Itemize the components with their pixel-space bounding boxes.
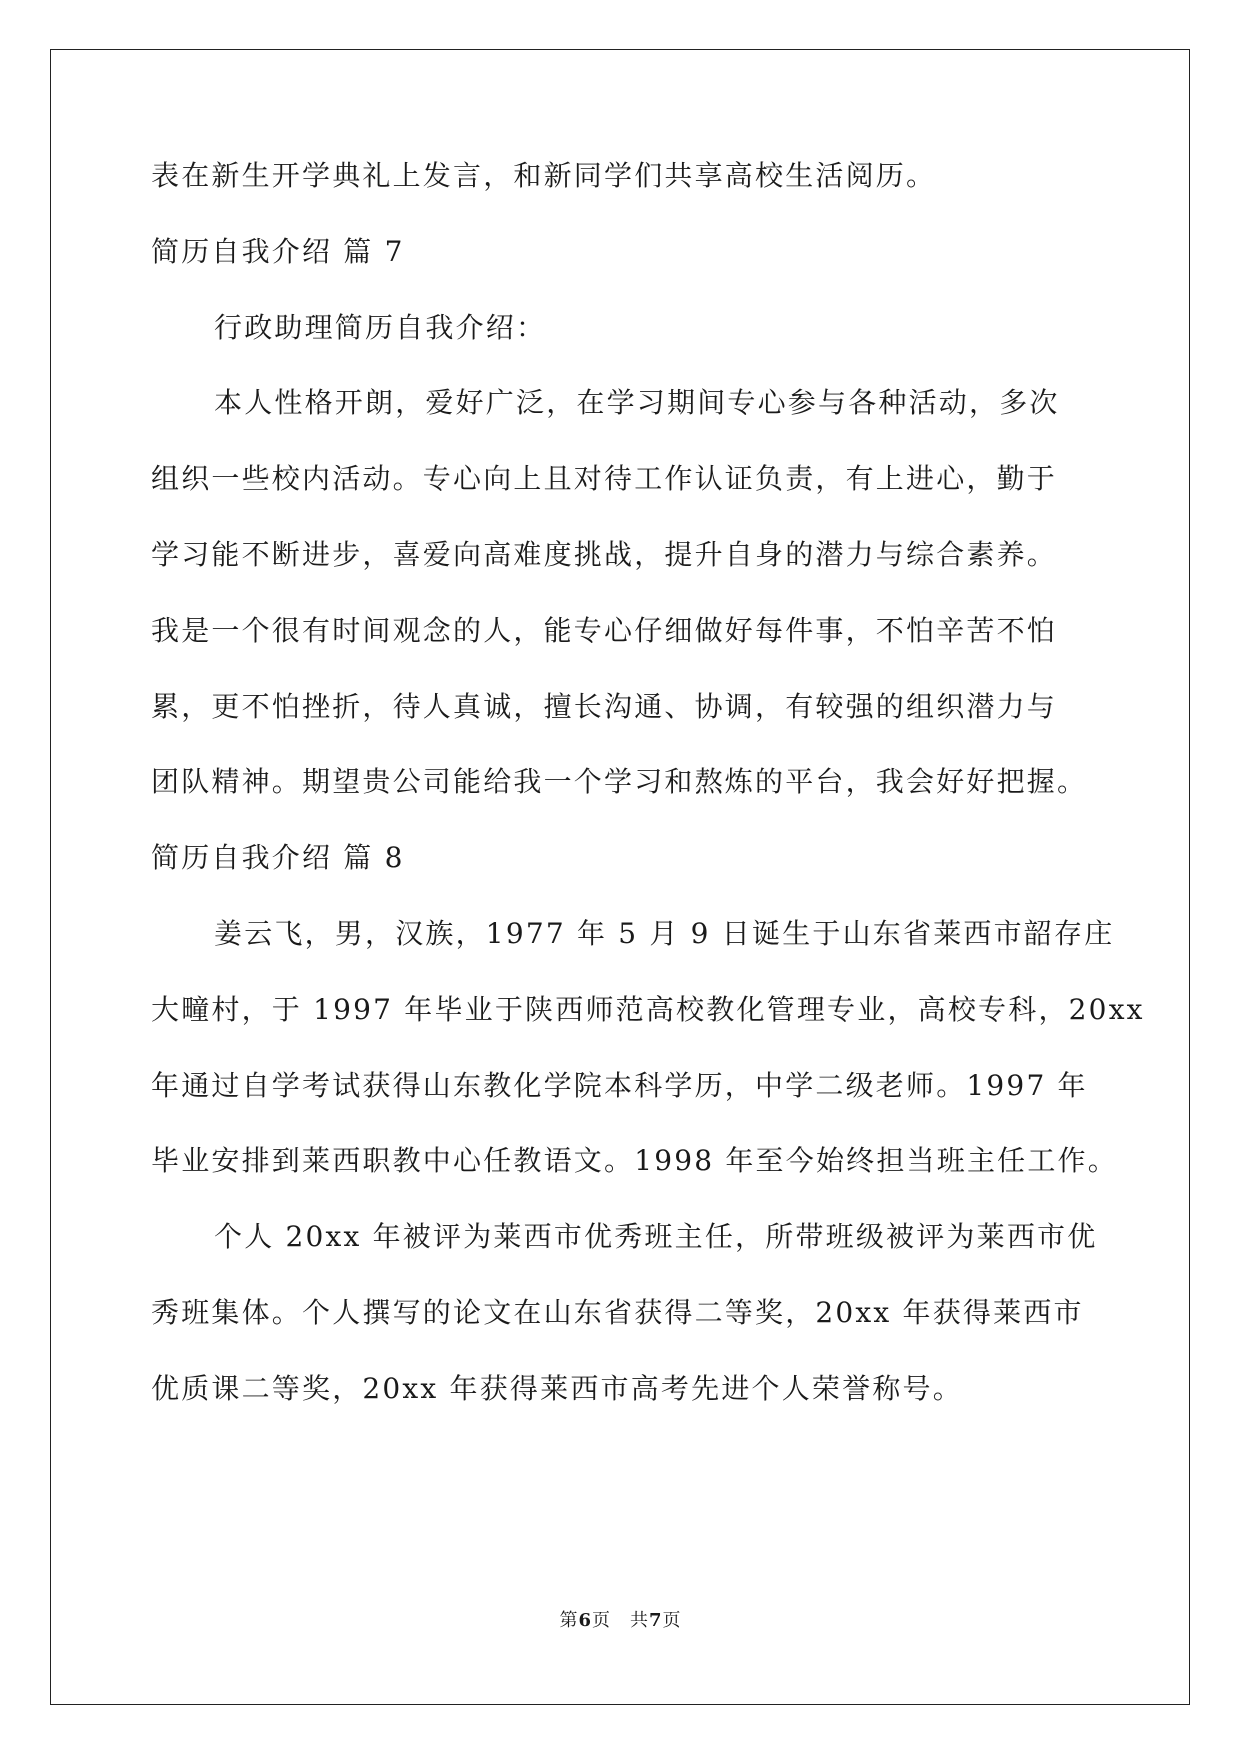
text-line: 团队精神。期望贵公司能给我一个学习和熬炼的平台，我会好好把握。 — [151, 765, 1088, 799]
text-line: 秀班集体。个人撰写的论文在山东省获得二等奖，20xx 年获得莱西市 — [151, 1296, 1084, 1329]
current-page-number: 6 — [578, 1610, 592, 1631]
section-heading: 简历自我介绍 篇 8 — [151, 841, 405, 875]
text-line: 组织一些校内活动。专心向上且对待工作认证负责，有上进心，勤于 — [151, 462, 1058, 496]
text-line: 姜云飞，男，汉族，1977 年 5 月 9 日诞生于山东省莱西市韶存庄 — [214, 917, 1115, 950]
footer-middle: 页 共 — [592, 1610, 649, 1631]
text-line: 大疃村，于 1997 年毕业于陕西师范高校教化管理专业，高校专科，20xx — [151, 992, 1145, 1026]
footer-prefix: 第 — [559, 1610, 579, 1631]
text-line: 表在新生开学典礼上发言，和新同学们共享高校生活阅历。 — [151, 159, 937, 192]
text-line: 个人 20xx 年被评为莱西市优秀班主任，所带班级被评为莱西市优 — [214, 1220, 1098, 1254]
text-line: 年通过自学考试获得山东教化学院本科学历，中学二级老师。1997 年 — [151, 1068, 1088, 1102]
text-line: 学习能不断进步，喜爱向高难度挑战，提升自身的潜力与综合素养。 — [151, 538, 1058, 571]
footer-suffix: 页 — [662, 1610, 682, 1631]
text-line: 本人性格开朗，爱好广泛，在学习期间专心参与各种活动，多次 — [214, 386, 1060, 420]
total-page-number: 7 — [649, 1610, 663, 1631]
text-line: 毕业安排到莱西职教中心任教语文。1998 年至今始终担当班主任工作。 — [151, 1144, 1118, 1178]
text-line: 累，更不怕挫折，待人真诚，擅长沟通、协调，有较强的组织潜力与 — [151, 689, 1058, 723]
text-line: 优质课二等奖，20xx 年获得莱西市高考先进个人荣誉称号。 — [151, 1371, 963, 1405]
page-footer — [0, 1606, 1241, 1632]
section-heading: 简历自我介绍 篇 7 — [151, 234, 405, 268]
text-line: 我是一个很有时间观念的人，能专心仔细做好每件事，不怕辛苦不怕 — [151, 613, 1058, 647]
text-line: 行政助理简历自我介绍： — [214, 310, 547, 344]
